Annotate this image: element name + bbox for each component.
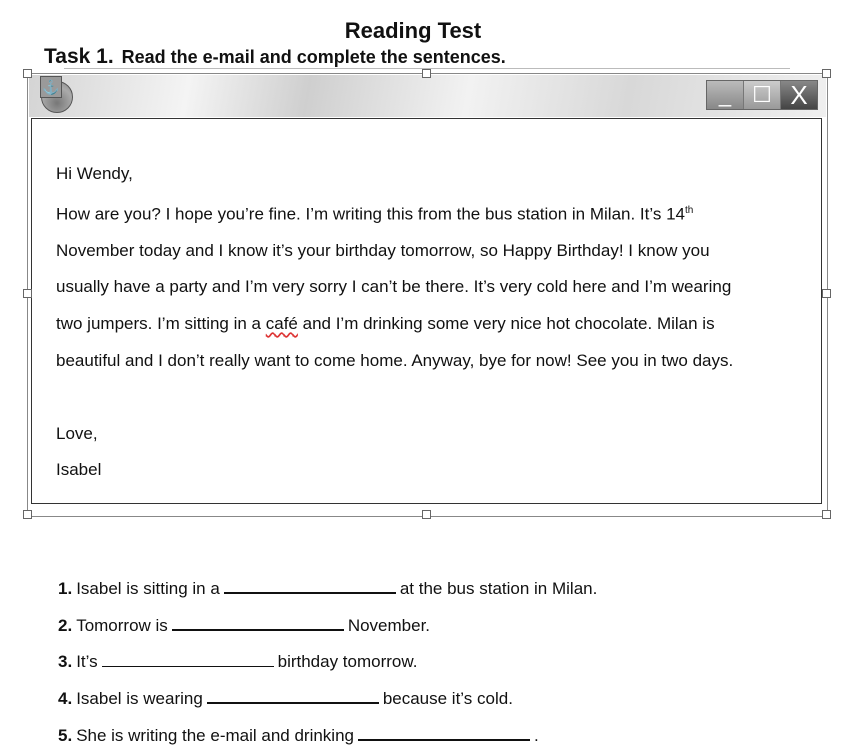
spellcheck-word: café	[265, 314, 298, 334]
email-greeting: Hi Wendy,	[56, 164, 133, 183]
minimize-button[interactable]: _	[707, 81, 743, 109]
close-button[interactable]: X	[780, 81, 817, 109]
question-item	[58, 681, 597, 718]
window-app-icon	[41, 81, 73, 113]
resize-handle[interactable]	[822, 510, 831, 519]
email-line: usually have a party and I’m very sorry I can’t be there. It’s very cold here and I’m wearing	[56, 277, 732, 297]
page-title: Reading Test	[344, 18, 482, 43]
email-line	[56, 306, 733, 343]
answer-blank[interactable]	[102, 652, 274, 667]
resize-handle[interactable]	[23, 289, 32, 298]
answer-blank[interactable]	[172, 615, 344, 631]
email-line-text: two jumpers. I’m sitting in a	[56, 314, 266, 334]
resize-handle[interactable]	[422, 69, 431, 78]
question-number: 1.	[58, 579, 73, 598]
question-text: .	[534, 725, 539, 745]
resize-handle[interactable]	[23, 69, 32, 78]
question-text: Isabel is sitting in a	[76, 579, 220, 598]
task-instruction: Read the e-mail and complete the sentences.	[121, 47, 506, 67]
maximize-button[interactable]: ☐	[743, 81, 780, 109]
window-controls	[706, 80, 818, 110]
question-text: It’s	[76, 652, 98, 672]
task-heading	[44, 45, 506, 69]
question-item	[58, 644, 597, 681]
questions-list	[58, 571, 597, 755]
email-text	[56, 156, 733, 489]
question-number: 2.	[58, 615, 73, 635]
resize-handle[interactable]	[23, 510, 32, 519]
resize-handle[interactable]	[822, 69, 831, 78]
email-body	[31, 118, 822, 504]
email-line-text: How are you? I hope you’re fine. I’m writing this from the bus station in Milan. It’s 14	[56, 204, 685, 224]
answer-blank[interactable]	[224, 578, 396, 594]
question-text: because it’s cold.	[382, 689, 513, 709]
anchor-icon[interactable]: ⚓	[40, 76, 62, 98]
question-text: Isabel is wearing	[76, 689, 203, 709]
question-item	[58, 571, 597, 608]
email-window-shape[interactable]	[27, 73, 828, 517]
email-line-text: and I’m drinking some very nice hot chocolate. Milan is	[297, 314, 715, 334]
resize-handle[interactable]	[422, 510, 431, 519]
window-titlebar	[29, 75, 826, 117]
question-number: 5.	[58, 725, 73, 745]
email-line	[56, 193, 733, 233]
question-text: She is writing the e-mail and drinking	[76, 725, 354, 745]
task-number: Task 1.	[44, 45, 114, 68]
question-item	[58, 718, 597, 755]
question-number: 4.	[58, 689, 73, 709]
question-text: November.	[347, 615, 431, 635]
question-text: birthday tomorrow.	[277, 652, 418, 672]
email-line: November today and I know it’s your birthday tomorrow, so Happy Birthday! I know you	[56, 240, 710, 260]
email-signature: Isabel	[56, 460, 102, 480]
question-item	[58, 608, 597, 645]
answer-blank[interactable]	[207, 688, 379, 704]
question-text: at the bus station in Milan.	[399, 579, 598, 598]
resize-handle[interactable]	[822, 289, 831, 298]
question-text: Tomorrow is	[76, 615, 168, 635]
question-number: 3.	[58, 652, 73, 672]
superscript: th	[684, 204, 694, 216]
email-line: beautiful and I don’t really want to come home. Anyway, bye for now! See you in two days.	[56, 350, 734, 370]
email-closing: Love,	[56, 423, 98, 443]
answer-blank[interactable]	[358, 725, 530, 741]
